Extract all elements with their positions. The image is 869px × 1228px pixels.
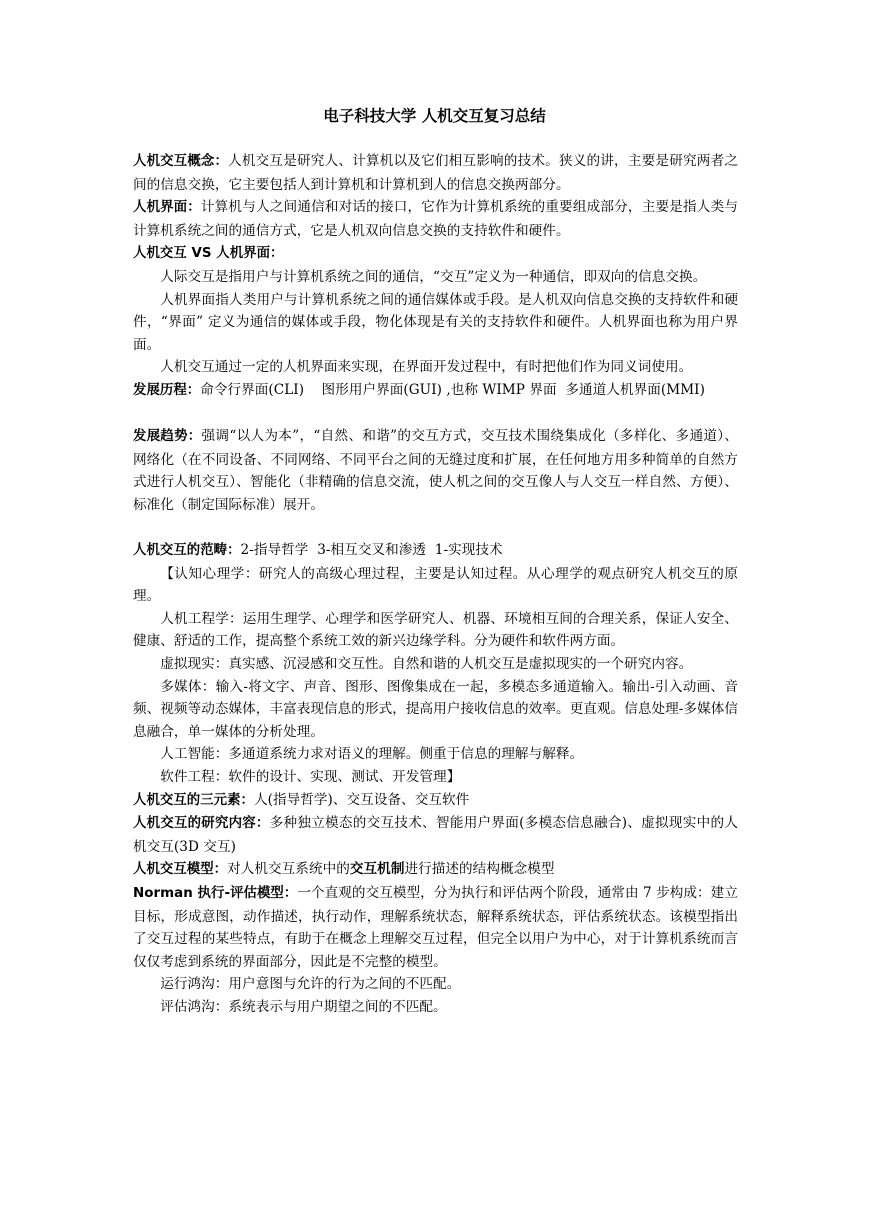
paragraph-hci-vs-hmi xyxy=(133,242,738,266)
heading-interaction-model: 人机交互模型： xyxy=(133,862,228,878)
paragraph-cognitive-psychology: 【认知心理学：研究人的高级心理过程，主要是认知过程。从心理学的观点研究人机交互的原理。 xyxy=(133,565,738,605)
text-hmi: 计算机与人之间通信和对话的接口，它作为计算机系统的重要组成部分，主要是指人类与计算机系统之间的通信方式，它是人机双向信息交换的支持软件和硬件。 xyxy=(133,199,739,239)
heading-norman-model: Norman 执行-评估模型： xyxy=(133,886,298,901)
paragraph-norman-model xyxy=(133,882,738,973)
text-norman-model: 一个直观的交互模型，分为执行和评估两个阶段，通常由 7 步构成：建立目标，形成意图，动作描述，执行动作，理解系统状态，解释系统状态，评估系统状态。该模型指出了交互过程的某些特点，有助于在概念上理解交互过程，但完全以用户为中心，对于计算机系统而言仅仅考虑到系统的界面部分，因此是不完整的模型。 xyxy=(133,885,738,970)
text-history: 命令行界面(CLI) 图形用户界面(GUI) ,也称 WIMP 界面 多通道人机界面(MMI) xyxy=(200,381,705,398)
text-interaction-model-bold: 交互机制 xyxy=(349,861,405,878)
heading-hmi: 人机界面： xyxy=(133,200,201,216)
paragraph-research-content xyxy=(133,812,738,858)
text-scope: 2-指导哲学 3-相互交叉和渗透 1-实现技术 xyxy=(240,542,503,559)
paragraph-trends xyxy=(133,425,738,516)
text-three-elements: 人(指导哲学)、交互设备、交互软件 xyxy=(253,791,470,808)
heading-hci-concept: 人机交互概念： xyxy=(133,154,229,169)
heading-research-content: 人机交互的研究内容： xyxy=(133,816,270,832)
paragraph-gulf-evaluation: 评估鸿沟：系统表示与用户期望之间的不匹配。 xyxy=(160,998,447,1015)
text-hci-concept: 人机交互是研究人、计算机以及它们相互影响的技术。狭义的讲，主要是研究两者之间的信息交换，它主要包括人到计算机和计算机到人的信息交换两部分。 xyxy=(133,153,738,193)
document-title: 电子科技大学 人机交互复习总结 xyxy=(323,107,546,125)
paragraph-interaction-model xyxy=(133,858,738,882)
blank-line xyxy=(133,517,738,540)
paragraph-ai: 人工智能：多通道系统力求对语义的理解。侧重于信息的理解与解释。 xyxy=(160,746,584,763)
paragraph-three-elements xyxy=(133,789,738,813)
heading-scope: 人机交互的范畴： xyxy=(133,543,241,559)
paragraph-ergonomics: 人机工程学：运用生理学、心理学和医学研究人、机器、环境相互间的合理关系，保证人安全、健康、舒适的工作，提高整个系统工效的新兴边缘学科。分为硬件和软件两方面。 xyxy=(133,610,738,650)
paragraph-hci-concept xyxy=(133,150,738,196)
paragraph-virtual-reality: 虚拟现实：真实感、沉浸感和交互性。自然和谐的人机交互是虚拟现实的一个研究内容。 xyxy=(160,656,693,673)
document-body xyxy=(133,150,738,1019)
text-interaction-model-before: 对人机交互系统中的 xyxy=(227,861,350,878)
paragraph-interaction-def: 人际交互是指用户与计算机系统之间的通信，“交互”定义为一种通信，即双向的信息交换。 xyxy=(160,268,707,285)
heading-trends: 发展趋势： xyxy=(133,429,202,445)
paragraph-software-engineering: 软件工程：软件的设计、实现、测试、开发管理】 xyxy=(160,769,461,786)
paragraph-hmi xyxy=(133,196,738,242)
paragraph-multimedia: 多媒体：输入-将文字、声音、图形、图像集成在一起，多模态多通道输入。输出-引入动画、音频、视频等动态媒体，丰富表现信息的形式，提高用户接收信息的效率。更直观。信息处理-多媒体信息融合，单一媒体的分析处理。 xyxy=(133,678,738,740)
paragraph-interface-def: 人机界面指人类用户与计算机系统之间的通信媒体或手段。是人机双向信息交换的支持软件和硬件，“界面” 定义为通信的媒体或手段，物化体现是有关的支持软件和硬件。人机界面也称为用户界面。 xyxy=(133,291,738,353)
heading-hci-vs-hmi: 人机交互 VS 人机界面： xyxy=(133,246,284,262)
heading-history: 发展历程： xyxy=(133,382,201,398)
text-trends: 强调“以人为本”，“自然、和谐”的交互方式，交互技术围绕集成化（多样化、多通道）、网络化（在不同设备、不同网络、不同平台之间的无缝过度和扩展，在任何地方用多种简单的自然方式进行人机交互）、智能化（非精确的信息交流，使人机之间的交互像人与人交互一样自然、方便）、标准化（制定国际标准）展开。 xyxy=(133,428,739,513)
blank-line xyxy=(133,403,738,426)
text-interaction-model-after: 进行描述的结构概念模型 xyxy=(404,861,555,878)
paragraph-scope xyxy=(133,539,738,563)
text-research-content: 多种独立模态的交互技术、智能用户界面(多模态信息融合)、虚拟现实中的人机交互(3D 交互) xyxy=(133,815,739,855)
paragraph-synonym: 人机交互通过一定的人机界面来实现，在界面开发过程中，有时把他们作为同义词使用。 xyxy=(160,359,693,376)
heading-three-elements: 人机交互的三元素： xyxy=(133,792,254,808)
paragraph-gulf-execution: 运行鸿沟：用户意图与允许的行为之间的不匹配。 xyxy=(160,976,461,993)
paragraph-history xyxy=(133,379,738,403)
